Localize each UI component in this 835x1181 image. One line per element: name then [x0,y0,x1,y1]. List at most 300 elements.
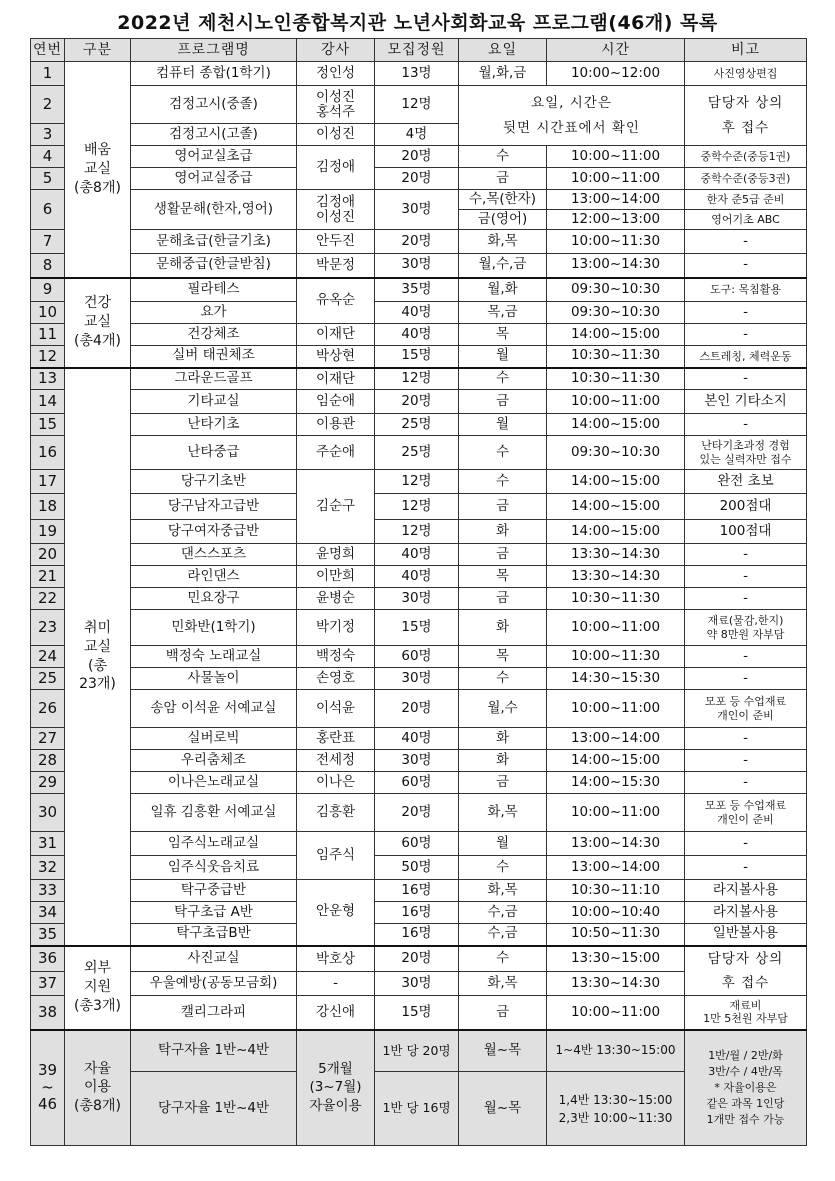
remark: - [685,544,807,566]
class-day: 목 [459,646,547,668]
capacity: 25명 [375,414,459,436]
class-day: 수 [459,856,547,880]
class-day: 월~목 [459,1072,547,1146]
class-day: 수 [459,146,547,168]
class-time: 1,4반 13:30~15:00 2,3반 10:00~11:30 [547,1072,685,1146]
self-use-row [31,1030,807,1072]
table-row [31,324,807,346]
row-number: 27 [31,728,65,750]
teacher-name: 백정숙 [297,646,375,668]
class-day: 금 [459,544,547,566]
teacher-name: 유옥순 [297,278,375,324]
program-name: 우울예방(공동모금회) [131,972,297,996]
capacity: 16명 [375,880,459,902]
program-name: 민화반(1학기) [131,610,297,646]
class-time: 13:30~15:00 [547,946,685,972]
capacity: 25명 [375,436,459,470]
table-row [31,832,807,856]
program-name: 당구남자고급반 [131,494,297,520]
class-day: 월,수,금 [459,254,547,278]
class-time: 14:00~15:00 [547,414,685,436]
capacity: 30명 [375,588,459,610]
remark: 사진영상편집 [685,62,807,86]
program-name: 탁구자율 1반~4반 [131,1030,297,1072]
row-number: 4 [31,146,65,168]
teacher-name: 김흥환 [297,794,375,832]
class-day: 목 [459,324,547,346]
table-row [31,924,807,946]
remark: 난타기초과정 경험 있는 실력자만 접수 [685,436,807,470]
program-name: 탁구중급반 [131,880,297,902]
row-number: 2 [31,86,65,124]
class-day: 월,화 [459,278,547,302]
category-health: 건강 교실 (총4개) [65,278,131,368]
capacity: 30명 [375,972,459,996]
table-row [31,588,807,610]
row-number: 18 [31,494,65,520]
teacher-name: 임순애 [297,390,375,414]
capacity: 20명 [375,946,459,972]
class-time: 13:00~14:30 [547,832,685,856]
row-number: 10 [31,302,65,324]
category-external: 외부 지원 (총3개) [65,946,131,1030]
capacity: 60명 [375,646,459,668]
class-day: 월 [459,832,547,856]
remark: 라지볼사용 [685,902,807,924]
header-no: 연번 [31,39,65,62]
class-day: 수,금 [459,924,547,946]
table-row [31,470,807,494]
class-day: 금 [459,772,547,794]
teacher-name: - [297,972,375,996]
class-time: 13:00~14:30 [547,254,685,278]
class-time: 10:00~12:00 [547,62,685,86]
program-name: 실버 태권체조 [131,346,297,368]
capacity: 1반 당 16명 [375,1072,459,1146]
program-name: 사진교실 [131,946,297,972]
row-number: 26 [31,690,65,728]
capacity: 16명 [375,924,459,946]
remark: - [685,368,807,390]
program-name: 당구기초반 [131,470,297,494]
table-row [31,368,807,390]
capacity: 1반 당 20명 [375,1030,459,1072]
class-day: 금 [459,996,547,1030]
header-row [31,39,807,62]
row-number: 17 [31,470,65,494]
capacity: 4명 [375,124,459,146]
capacity: 30명 [375,190,459,230]
row-number: 29 [31,772,65,794]
teacher-name: 전세정 [297,750,375,772]
class-time: 10:00~11:00 [547,390,685,414]
program-name: 필라테스 [131,278,297,302]
table-row [31,436,807,470]
program-name: 기타교실 [131,390,297,414]
class-time: 13:00~14:00 [547,856,685,880]
class-time: 10:30~11:30 [547,588,685,610]
row-number: 28 [31,750,65,772]
row-number: 39 ~ 46 [31,1030,65,1146]
table-row [31,414,807,436]
class-time: 10:00~11:00 [547,168,685,190]
class-day: 화 [459,520,547,544]
program-name: 문해중급(한글받침) [131,254,297,278]
header-category: 구분 [65,39,131,62]
program-name: 일휴 김흥환 서예교실 [131,794,297,832]
row-number: 6 [31,190,65,230]
capacity: 40명 [375,302,459,324]
remark: 완전 초보 [685,470,807,494]
merged-consult-note: 담당자 상의 후 접수 [685,86,807,146]
class-day: 월,수 [459,690,547,728]
category-hobby: 취미 교실 (총 23개) [65,368,131,946]
remark: - [685,750,807,772]
row-number: 38 [31,996,65,1030]
teacher-name: 홍란표 [297,728,375,750]
class-time: 13:30~14:30 [547,566,685,588]
header-teacher: 강사 [297,39,375,62]
table-row [31,168,807,190]
class-time: 13:00~14:00 [547,728,685,750]
remark: 200점대 [685,494,807,520]
row-number: 33 [31,880,65,902]
row-number: 5 [31,168,65,190]
program-name: 라인댄스 [131,566,297,588]
class-time: 10:30~11:30 [547,368,685,390]
class-time: 13:30~14:30 [547,544,685,566]
class-time: 10:50~11:30 [547,924,685,946]
program-name: 우리춤체조 [131,750,297,772]
program-name: 백정숙 노래교실 [131,646,297,668]
capacity: 35명 [375,278,459,302]
capacity: 12명 [375,470,459,494]
table-row [31,610,807,646]
class-time: 10:00~11:30 [547,646,685,668]
class-time: 14:00~15:00 [547,494,685,520]
row-number: 13 [31,368,65,390]
sub-cell: 금(영어) [477,211,528,227]
capacity: 40명 [375,566,459,588]
class-day: 금 [459,588,547,610]
table-row [31,690,807,728]
row-number: 3 [31,124,65,146]
class-day: 수 [459,946,547,972]
table-row [31,750,807,772]
capacity: 30명 [375,750,459,772]
row-number: 20 [31,544,65,566]
teacher-name: 안운형 [297,880,375,946]
class-time: 14:00~15:30 [547,772,685,794]
teacher-name: 이나은 [297,772,375,794]
table-row [31,996,807,1030]
class-day: 화 [459,728,547,750]
teacher-name: 5개월 (3~7월) 자율이용 [297,1030,375,1146]
merged-schedule-note: 요일, 시간은 뒷면 시간표에서 확인 [459,86,685,146]
table-row [31,62,807,86]
category-self: 자율 이용 (총8개) [65,1030,131,1146]
class-day: 수 [459,436,547,470]
table-row [31,390,807,414]
capacity: 40명 [375,544,459,566]
capacity: 12명 [375,86,459,124]
table-row [31,946,807,972]
remark: 재료비 1만 5천원 자부담 [685,996,807,1030]
capacity: 40명 [375,728,459,750]
capacity: 12명 [375,368,459,390]
row-number: 19 [31,520,65,544]
class-day: 목,금 [459,302,547,324]
class-time: 10:00~11:00 [547,794,685,832]
header-program: 프로그램명 [131,39,297,62]
row-number: 8 [31,254,65,278]
class-time: 10:00~11:00 [547,996,685,1030]
table-row [31,494,807,520]
sub-cell: 한자 준5급 준비 [685,190,806,210]
class-day: 금 [459,168,547,190]
class-day: 화 [459,750,547,772]
remark: 모포 등 수업재료 개인이 준비 [685,690,807,728]
program-name: 컴퓨터 종합(1학기) [131,62,297,86]
table-row [31,902,807,924]
class-day: 목 [459,566,547,588]
row-number: 11 [31,324,65,346]
teacher-name: 박문정 [297,254,375,278]
header-capacity: 모집정원 [375,39,459,62]
category-learning: 배움 교실 (총8개) [65,62,131,278]
teacher-name: 안두진 [297,230,375,254]
sub-cell: 영어기초 ABC [711,213,780,226]
capacity: 60명 [375,772,459,794]
class-day: 월~목 [459,1030,547,1072]
program-name: 탁구초급B반 [131,924,297,946]
table-row [31,230,807,254]
teacher-name: 김정애 [297,146,375,190]
teacher-name: 정인성 [297,62,375,86]
remark: - [685,566,807,588]
program-name: 그라운드골프 [131,368,297,390]
class-day: 화,목 [459,230,547,254]
class-time: 10:00~11:30 [547,230,685,254]
table-row [31,880,807,902]
remark: 담당자 상의 후 접수 [685,946,807,996]
row-number: 12 [31,346,65,368]
remark [685,190,807,230]
capacity: 20명 [375,146,459,168]
capacity: 16명 [375,902,459,924]
program-name: 난타중급 [131,436,297,470]
header-time: 시간 [547,39,685,62]
program-name: 문해초급(한글기초) [131,230,297,254]
class-time: 10:00~10:40 [547,902,685,924]
teacher-name: 박호상 [297,946,375,972]
program-name: 송암 이석윤 서예교실 [131,690,297,728]
row-number: 36 [31,946,65,972]
class-day: 수 [459,368,547,390]
capacity: 12명 [375,520,459,544]
program-name: 당구자율 1반~4반 [131,1072,297,1146]
table-row [31,794,807,832]
program-name: 탁구초급 A반 [131,902,297,924]
capacity: 20명 [375,230,459,254]
capacity: 20명 [375,794,459,832]
capacity: 50명 [375,856,459,880]
class-time: 10:00~11:00 [547,610,685,646]
teacher-name: 이만희 [297,566,375,588]
program-name: 건강체조 [131,324,297,346]
teacher-name: 김정애 이성진 [297,190,375,230]
sub-cell: 12:00~13:00 [570,211,661,227]
remark: 재료(물감,한지) 약 8만원 자부담 [685,610,807,646]
program-name: 난타기초 [131,414,297,436]
table-row [31,544,807,566]
table-row [31,646,807,668]
program-name: 캘리그라피 [131,996,297,1030]
teacher-name: 이용관 [297,414,375,436]
remark: 중학수준(중등1권) [685,146,807,168]
capacity: 15명 [375,610,459,646]
program-name: 이나은노래교실 [131,772,297,794]
class-day: 월 [459,346,547,368]
class-day: 월,화,금 [459,62,547,86]
class-day: 월 [459,414,547,436]
table-row [31,566,807,588]
teacher-name: 주순애 [297,436,375,470]
remark: 모포 등 수업재료 개인이 준비 [685,794,807,832]
remark: - [685,414,807,436]
class-time: 14:00~15:00 [547,750,685,772]
class-time [547,190,685,230]
capacity: 30명 [375,668,459,690]
row-number: 34 [31,902,65,924]
row-number: 9 [31,278,65,302]
table-row [31,856,807,880]
row-number: 31 [31,832,65,856]
class-day: 화,목 [459,972,547,996]
remark: - [685,588,807,610]
teacher-name: 윤병순 [297,588,375,610]
capacity: 60명 [375,832,459,856]
capacity: 40명 [375,324,459,346]
program-name: 임주식노래교실 [131,832,297,856]
class-day: 금 [459,390,547,414]
sub-cell: 13:00~14:00 [547,190,684,210]
remark: - [685,254,807,278]
program-name: 영어교실초급 [131,146,297,168]
remark: 도구: 목침활용 [685,278,807,302]
program-name: 생활문해(한자,영어) [131,190,297,230]
remark: 본인 기타소지 [685,390,807,414]
class-day: 수 [459,668,547,690]
table-row [31,254,807,278]
teacher-name: 이석윤 [297,690,375,728]
program-name: 검정고시(중졸) [131,86,297,124]
remark: - [685,324,807,346]
program-name: 댄스스포츠 [131,544,297,566]
class-time: 14:00~15:00 [547,520,685,544]
class-day: 화,목 [459,794,547,832]
sub-cell: 수,목(한자) [459,190,546,210]
program-name: 당구여자중급반 [131,520,297,544]
class-time: 09:30~10:30 [547,278,685,302]
table-row [31,278,807,302]
table-row [31,668,807,690]
table-row [31,190,807,230]
teacher-name: 박상현 [297,346,375,368]
teacher-name: 손영호 [297,668,375,690]
table-row [31,728,807,750]
program-name: 검정고시(고졸) [131,124,297,146]
table-row [31,86,807,124]
teacher-name: 이성진 홍석주 [297,86,375,124]
remark: - [685,302,807,324]
capacity: 20명 [375,690,459,728]
class-time: 14:00~15:00 [547,470,685,494]
remark: - [685,230,807,254]
remark: 100점대 [685,520,807,544]
header-note: 비고 [685,39,807,62]
row-number: 1 [31,62,65,86]
row-number: 16 [31,436,65,470]
capacity: 30명 [375,254,459,278]
class-time: 13:30~14:30 [547,972,685,996]
class-day: 수,금 [459,902,547,924]
page-title: 2022년 제천시노인종합복지관 노년사회화교육 프로그램(46개) 목록 [117,12,718,34]
program-name: 사물놀이 [131,668,297,690]
row-number: 7 [31,230,65,254]
remark: 1반/월 / 2반/화 3반/수 / 4반/목 * 자율이용은 같은 과목 1인당 1개만 접수 가능 [685,1030,807,1146]
teacher-name: 윤명희 [297,544,375,566]
teacher-name: 김순구 [297,470,375,544]
capacity: 15명 [375,996,459,1030]
class-time: 1~4반 13:30~15:00 [547,1030,685,1072]
class-time: 14:00~15:00 [547,324,685,346]
class-day: 화 [459,610,547,646]
row-number: 25 [31,668,65,690]
class-time: 10:30~11:10 [547,880,685,902]
teacher-name: 이성진 [297,124,375,146]
program-name: 임주식웃음치료 [131,856,297,880]
class-day: 금 [459,494,547,520]
program-name: 민요장구 [131,588,297,610]
capacity: 12명 [375,494,459,520]
table-row [31,520,807,544]
row-number: 24 [31,646,65,668]
capacity: 20명 [375,390,459,414]
class-day [459,190,547,230]
table-row [31,346,807,368]
remark: - [685,772,807,794]
class-time: 10:30~11:30 [547,346,685,368]
row-number: 37 [31,972,65,996]
remark: 라지볼사용 [685,880,807,902]
teacher-name: 강신애 [297,996,375,1030]
row-number: 32 [31,856,65,880]
row-number: 35 [31,924,65,946]
program-name: 실버로빅 [131,728,297,750]
header-day: 요일 [459,39,547,62]
capacity: 13명 [375,62,459,86]
remark: 중학수준(중등3권) [685,168,807,190]
class-time: 10:00~11:00 [547,690,685,728]
class-time: 10:00~11:00 [547,146,685,168]
program-name: 영어교실중급 [131,168,297,190]
remark: - [685,728,807,750]
table-row [31,146,807,168]
remark: - [685,856,807,880]
teacher-name: 이재단 [297,324,375,346]
remark: 스트레칭, 체력운동 [685,346,807,368]
